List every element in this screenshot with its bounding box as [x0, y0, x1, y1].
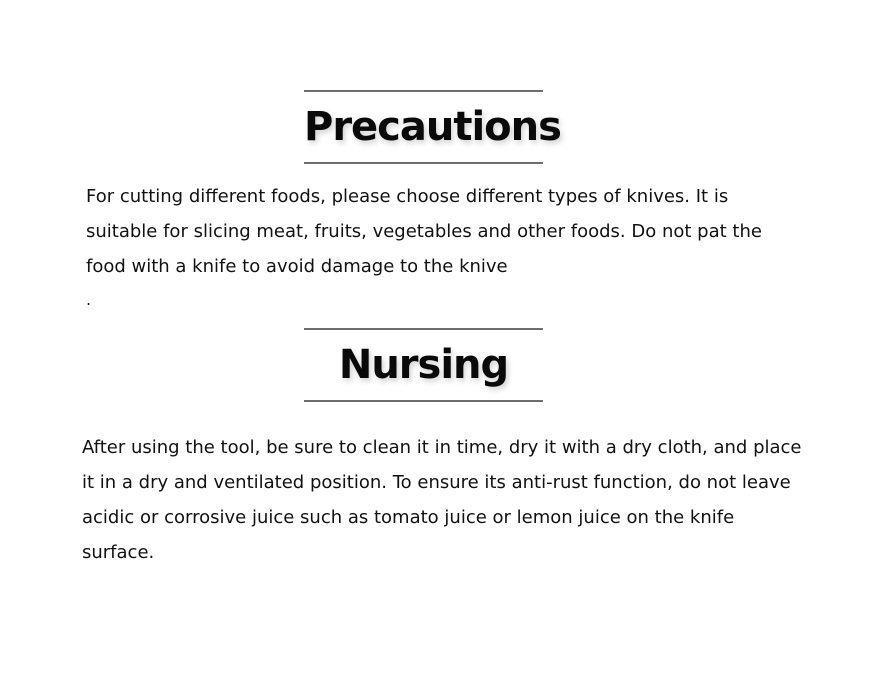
- precautions-trailing-dot: .: [86, 290, 92, 309]
- heading-bottom-rule: [304, 400, 543, 402]
- heading-bottom-rule: [304, 162, 543, 164]
- precautions-paragraph: For cutting different foods, please choose different types of knives. It is suitable for slicing meat, fruits, vegetables and other foods. Do not pat the food with a knife to avoid damage to the knive: [86, 186, 762, 277]
- nursing-heading-block: [304, 328, 543, 402]
- precautions-heading-block: [304, 90, 561, 164]
- nursing-paragraph: After using the tool, be sure to clean it in time, dry it with a dry cloth, and place it in a dry and ventilated position. To ensure its anti-rust function, do not leave acidic or corrosive juice such as tomato juice or lemon juice on the knife surface.: [82, 437, 802, 563]
- nursing-heading: Nursing: [338, 342, 509, 388]
- precautions-heading: Precautions: [304, 104, 561, 150]
